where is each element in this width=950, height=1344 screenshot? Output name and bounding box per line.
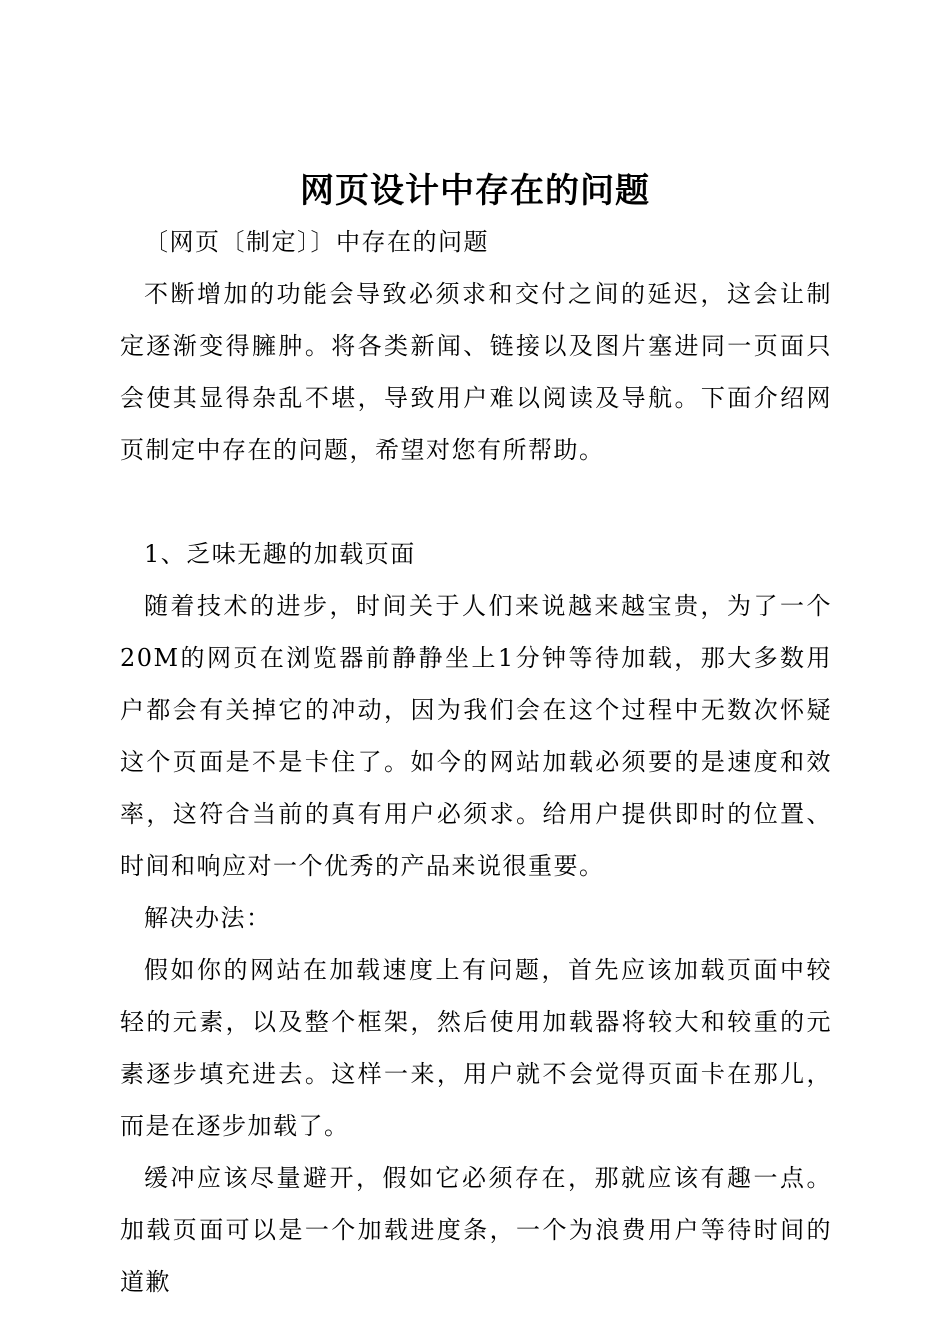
document-body <box>120 216 832 1308</box>
paragraph-solution: 假如你的网站在加载速度上有问题，首先应该加载页面中较轻的元素，以及整个框架，然后使用加载器将较大和较重的元素逐步填充进去。这样一来，用户就不会觉得页面卡在那儿，而是在逐步加载了。 <box>120 956 832 1140</box>
paragraph-loading: 随着技术的进步，时间关于人们来说越来越宝贵，为了一个20M的网页在浏览器前静静坐上1分钟等待加载，那大多数用户都会有关掉它的冲动，因为我们会在这个过程中无数次怀疑这个页面是不是卡住了。如今的网站加载必须要的是速度和效率，这符合当前的真有用户必须求。给用户提供即时的位置、时间和响应对一个优秀的产品来说很重要。 <box>120 592 832 880</box>
paragraph-intro: 不断增加的功能会导致必须求和交付之间的延迟，这会让制定逐渐变得臃肿。将各类新闻、链接以及图片塞进同一页面只会使其显得杂乱不堪，导致用户难以阅读及导航。下面介绍网页制定中存在的问题，希望对您有所帮助。 <box>120 280 832 464</box>
paragraph-buffer: 缓冲应该尽量避开，假如它必须存在，那就应该有趣一点。加载页面可以是一个加载进度条，一个为浪费用户等待时间的道歉 <box>120 1164 832 1296</box>
section-heading: 1、乏味无趣的加载页面 <box>144 540 416 568</box>
paragraph-subtitle: 〔网页〔制定〕〕中存在的问题 <box>144 228 489 256</box>
document-title: 网页设计中存在的问题 <box>300 170 650 211</box>
solution-heading: 解决办法： <box>144 904 272 932</box>
